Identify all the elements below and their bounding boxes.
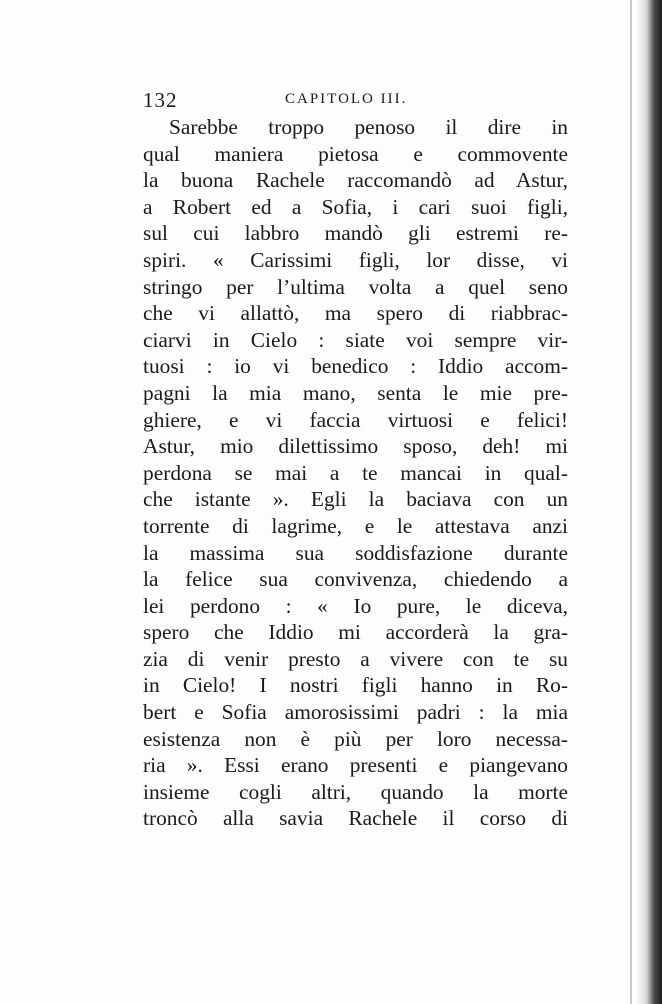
text-line: Sarebbe troppo penoso il dire in	[169, 115, 568, 139]
text-line: spiri. « Carissimi figli, lor disse, vi	[143, 247, 568, 272]
text-line: esistenza non è più per loro necessa-	[143, 726, 568, 751]
text-line: a Robert ed a Sofia, i cari suoi figli,	[143, 194, 568, 219]
text-line: ria ». Essi erano presenti e piangevano	[143, 753, 568, 778]
running-head: CAPITOLO III.	[285, 91, 408, 107]
text-line: la felice sua convivenza, chiedendo a	[143, 567, 568, 592]
text-line: zia di venir presto a vivere con te su	[143, 646, 568, 671]
text-line: qual maniera pietosa e commovente	[143, 141, 568, 166]
page-header	[143, 88, 568, 114]
text-line: perdona se mai a te mancai in qual-	[143, 460, 568, 485]
text-line: in Cielo! I nostri figli hanno in Ro-	[143, 673, 568, 698]
text-line: spero che Iddio mi accorderà la gra-	[143, 620, 568, 645]
text-line: che vi allattò, ma spero di riabbrac-	[143, 301, 568, 326]
text-line: Astur, mio dilettissimo sposo, deh! mi	[143, 434, 568, 459]
text-line: la buona Rachele raccomandò ad Astur,	[143, 168, 568, 193]
text-line: stringo per l’ultima volta a quel seno	[143, 274, 568, 299]
text-line: sul cui labbro mandò gli estremi re-	[143, 221, 568, 246]
text-line: insieme cogli altri, quando la morte	[143, 779, 568, 804]
text-line: la massima sua soddisfazione durante	[143, 540, 568, 565]
text-line: troncò alla savia Rachele il corso di	[143, 806, 568, 831]
text-line: ghiere, e vi faccia virtuosi e felici!	[143, 407, 568, 432]
page-number: 132	[143, 88, 178, 112]
text-line: lei perdono : « Io pure, le diceva,	[143, 593, 568, 618]
page-edge-shadow	[636, 0, 662, 1004]
page-edge-line	[630, 0, 632, 1004]
text-line: bert e Sofia amorosissimi padri : la mia	[143, 700, 568, 725]
text-line: tuosi : io vi benedico : Iddio accom-	[143, 354, 568, 379]
body-text	[143, 114, 568, 832]
text-line: che istante ». Egli la baciava con un	[143, 487, 568, 512]
text-line: torrente di lagrime, e le attestava anzi	[143, 513, 568, 538]
text-line: pagni la mia mano, senta le mie pre-	[143, 380, 568, 405]
text-line: ciarvi in Cielo : siate voi sempre vir-	[143, 327, 568, 352]
